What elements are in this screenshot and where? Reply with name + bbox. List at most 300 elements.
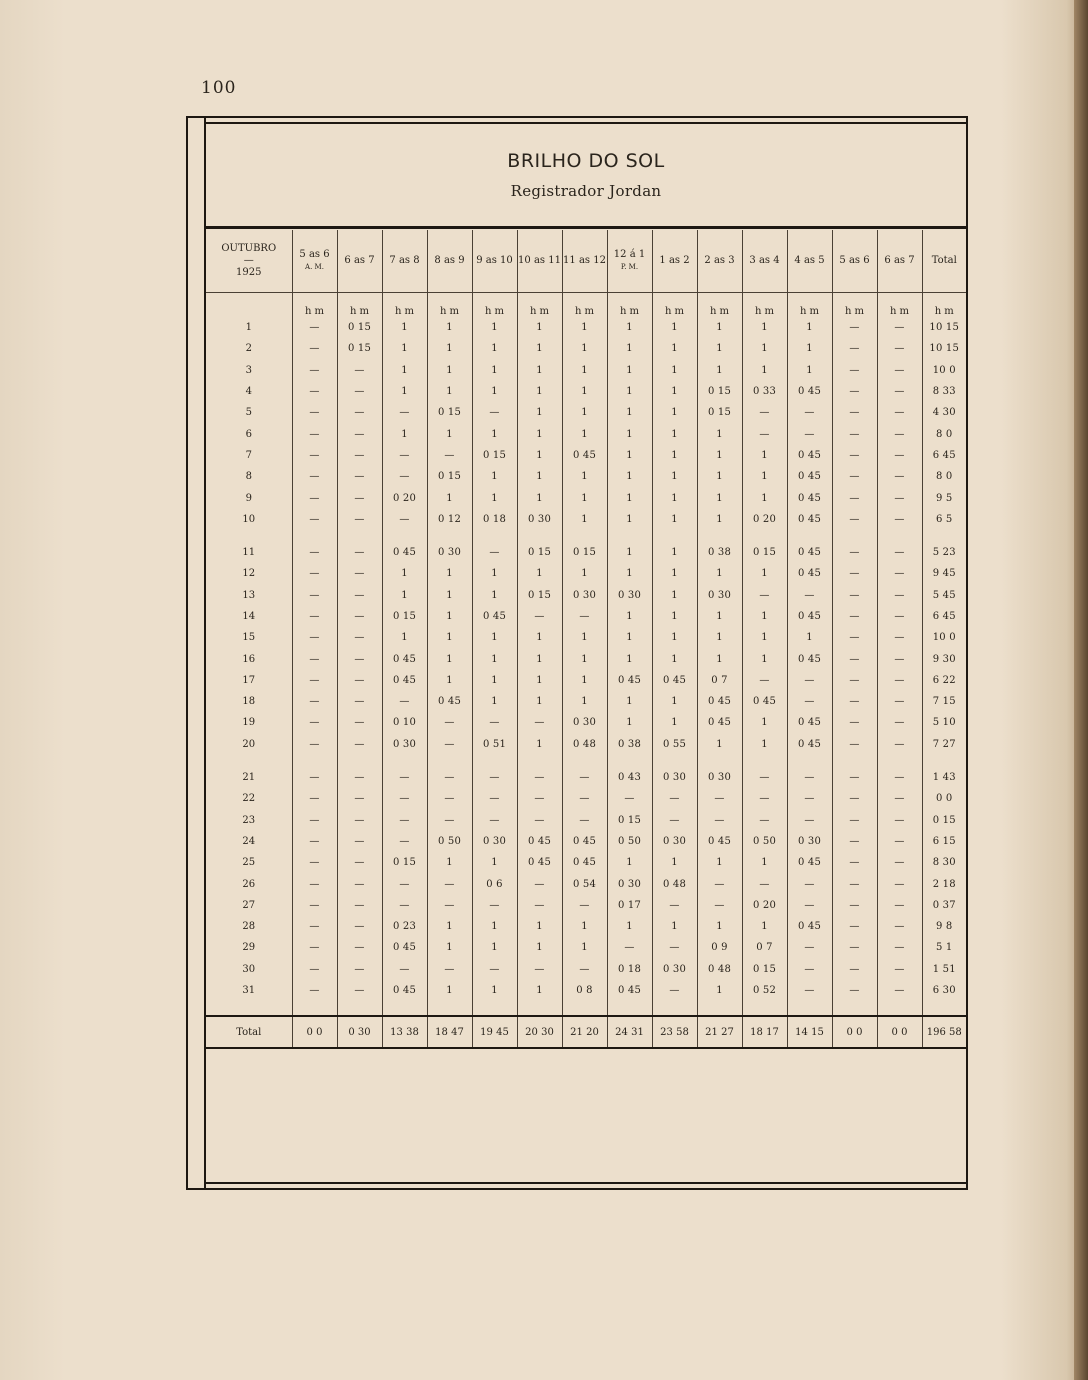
value-cell: 6 15: [922, 831, 966, 852]
value-cell: —: [292, 487, 337, 508]
value-cell: —: [787, 670, 832, 691]
value-cell: 1: [562, 466, 607, 487]
day-cell: 14: [242, 611, 256, 622]
value-cell: 9 5: [922, 487, 966, 508]
total-value: 19 45: [472, 1016, 517, 1048]
header-col-14: [922, 230, 966, 293]
day-cell: 18: [242, 696, 256, 708]
spacer-cell: [206, 530, 292, 542]
value-cell: 1: [382, 317, 427, 338]
value-cell: —: [292, 606, 337, 627]
header-col-label: Total: [931, 255, 957, 266]
value-cell: —: [382, 959, 427, 980]
table-row: [206, 317, 966, 338]
value-cell: 0 45: [517, 852, 562, 873]
value-cell: —: [292, 852, 337, 873]
table-row: [206, 959, 966, 980]
day-cell: 11: [242, 547, 256, 559]
value-cell: —: [292, 563, 337, 584]
value-cell: 1: [472, 648, 517, 669]
value-cell: 0 45: [652, 670, 697, 691]
value-cell: —: [292, 895, 337, 916]
value-cell: 8 0: [922, 466, 966, 487]
value-cell: 0 50: [742, 831, 787, 852]
value-cell: —: [787, 402, 832, 423]
value-cell: 0 45: [607, 670, 652, 691]
value-cell: —: [877, 563, 922, 584]
day-cell: 8: [245, 471, 252, 483]
unit-label: h m: [787, 293, 832, 318]
value-cell: —: [292, 691, 337, 712]
value-cell: 1: [472, 670, 517, 691]
value-cell: 1: [517, 691, 562, 712]
value-cell: 0 15: [742, 959, 787, 980]
day-cell: 31: [242, 985, 256, 997]
value-cell: 2 18: [922, 873, 966, 894]
day-cell: 5: [245, 407, 252, 419]
unit-label: h m: [697, 293, 742, 318]
value-cell: 0 30: [652, 767, 697, 788]
value-cell: 0 45: [787, 563, 832, 584]
value-cell: 0 45: [562, 852, 607, 873]
page-number: 100: [201, 78, 237, 98]
header-col-label: 4 as 5: [794, 255, 825, 266]
day-cell: 2: [245, 343, 252, 355]
value-cell: 0 15: [382, 852, 427, 873]
value-cell: —: [337, 670, 382, 691]
value-cell: —: [877, 831, 922, 852]
value-cell: 1: [787, 317, 832, 338]
value-cell: 0 45: [787, 712, 832, 733]
spacer-cell: [652, 530, 697, 542]
value-cell: —: [877, 402, 922, 423]
header-col-4: [472, 230, 517, 293]
value-cell: 0 30: [652, 831, 697, 852]
value-cell: —: [877, 445, 922, 466]
header-col-1: [337, 230, 382, 293]
table-row: [206, 563, 966, 584]
value-cell: 1: [652, 466, 697, 487]
value-cell: 1: [562, 648, 607, 669]
value-cell: 0 15: [427, 402, 472, 423]
value-cell: 1: [472, 980, 517, 1001]
value-cell: 10 0: [922, 360, 966, 381]
value-cell: —: [832, 734, 877, 755]
header-col-label: 8 as 9: [434, 255, 465, 266]
value-cell: 1: [472, 338, 517, 359]
value-cell: 1: [607, 509, 652, 530]
value-cell: —: [337, 873, 382, 894]
header-col-label: 9 as 10: [476, 255, 513, 266]
value-cell: 1: [697, 627, 742, 648]
value-cell: —: [382, 509, 427, 530]
header-col-label: 10 as 11: [518, 255, 561, 266]
value-cell: 0 45: [607, 980, 652, 1001]
value-cell: —: [382, 466, 427, 487]
day-cell: 26: [242, 878, 256, 890]
value-cell: 1: [742, 563, 787, 584]
header-month-cell: [206, 230, 292, 293]
value-cell: —: [787, 691, 832, 712]
spacer-cell: [742, 530, 787, 542]
value-cell: 0 15: [517, 542, 562, 563]
value-cell: 1: [382, 563, 427, 584]
spacer-cell: [607, 755, 652, 767]
table-row: [206, 466, 966, 487]
unit-label: h m: [652, 293, 697, 318]
value-cell: 0 30: [607, 873, 652, 894]
value-cell: —: [652, 788, 697, 809]
value-cell: 0 15: [607, 810, 652, 831]
unit-label: h m: [742, 293, 787, 318]
value-cell: 1: [382, 338, 427, 359]
value-cell: 1: [562, 402, 607, 423]
value-cell: 0 45: [382, 542, 427, 563]
value-cell: 0 18: [607, 959, 652, 980]
value-cell: 1: [607, 402, 652, 423]
value-cell: 0 30: [697, 767, 742, 788]
value-cell: —: [337, 648, 382, 669]
value-cell: —: [292, 788, 337, 809]
spacer-row: [206, 530, 966, 542]
value-cell: —: [787, 937, 832, 958]
total-value: 21 27: [697, 1016, 742, 1048]
value-cell: 1: [427, 381, 472, 402]
value-cell: 1: [697, 423, 742, 444]
table-row: [206, 509, 966, 530]
spacer-cell: [472, 755, 517, 767]
value-cell: 1: [427, 852, 472, 873]
value-cell: —: [832, 381, 877, 402]
value-cell: —: [697, 873, 742, 894]
total-value: 0 30: [337, 1016, 382, 1048]
table-row: [206, 788, 966, 809]
value-cell: 1: [427, 563, 472, 584]
value-cell: —: [832, 648, 877, 669]
value-cell: 1: [742, 466, 787, 487]
value-cell: 0 20: [742, 509, 787, 530]
unit-label: h m: [562, 293, 607, 318]
value-cell: 1: [472, 691, 517, 712]
value-cell: 0 45: [697, 691, 742, 712]
value-cell: —: [877, 509, 922, 530]
value-cell: 1: [382, 627, 427, 648]
header-year: 1925: [236, 267, 262, 278]
value-cell: 1: [742, 338, 787, 359]
value-cell: 1: [697, 360, 742, 381]
value-cell: —: [382, 402, 427, 423]
total-value: 196 58: [922, 1016, 966, 1048]
value-cell: —: [877, 360, 922, 381]
value-cell: —: [337, 831, 382, 852]
spacer-cell: [922, 1001, 966, 1016]
value-cell: —: [337, 937, 382, 958]
value-cell: 0 15: [697, 402, 742, 423]
unit-label: h m: [427, 293, 472, 318]
value-cell: 1: [382, 585, 427, 606]
value-cell: 1: [517, 317, 562, 338]
value-cell: —: [337, 466, 382, 487]
notes-area: [206, 1064, 966, 1182]
value-cell: 1: [427, 937, 472, 958]
day-cell: 1: [245, 322, 252, 334]
header-col-label: 3 as 4: [749, 255, 780, 266]
value-cell: —: [652, 937, 697, 958]
value-cell: 1: [652, 360, 697, 381]
spacer-row: [206, 755, 966, 767]
value-cell: —: [697, 810, 742, 831]
value-cell: 0 20: [742, 895, 787, 916]
value-cell: 1: [472, 585, 517, 606]
day-cell: 3: [245, 364, 252, 376]
value-cell: —: [517, 767, 562, 788]
value-cell: 1: [697, 916, 742, 937]
value-cell: —: [742, 810, 787, 831]
value-cell: 0 55: [652, 734, 697, 755]
day-cell: 23: [242, 814, 256, 826]
value-cell: 1: [742, 360, 787, 381]
value-cell: 1: [562, 317, 607, 338]
value-cell: —: [877, 959, 922, 980]
value-cell: —: [877, 381, 922, 402]
value-cell: 1: [472, 916, 517, 937]
value-cell: —: [742, 423, 787, 444]
value-cell: 1: [382, 423, 427, 444]
value-cell: 0 9: [697, 937, 742, 958]
value-cell: 1: [742, 852, 787, 873]
value-cell: 1: [382, 381, 427, 402]
value-cell: —: [742, 402, 787, 423]
table-frame: [186, 116, 968, 1190]
value-cell: —: [787, 585, 832, 606]
value-cell: 0 30: [562, 585, 607, 606]
value-cell: 0 45: [787, 509, 832, 530]
value-cell: —: [337, 895, 382, 916]
value-cell: 1: [652, 585, 697, 606]
spacer-cell: [877, 530, 922, 542]
value-cell: —: [832, 895, 877, 916]
value-cell: —: [337, 542, 382, 563]
value-cell: 1: [697, 734, 742, 755]
value-cell: 0 52: [742, 980, 787, 1001]
value-cell: —: [472, 959, 517, 980]
value-cell: —: [832, 937, 877, 958]
value-cell: —: [517, 873, 562, 894]
value-cell: 1: [472, 937, 517, 958]
header-col-label: 7 as 8: [389, 255, 420, 266]
total-value: 24 31: [607, 1016, 652, 1048]
value-cell: 1: [427, 360, 472, 381]
value-cell: —: [832, 585, 877, 606]
value-cell: 0 45: [787, 466, 832, 487]
value-cell: —: [292, 937, 337, 958]
value-cell: 1: [697, 980, 742, 1001]
header-col-6: [562, 230, 607, 293]
header-col-7: [607, 230, 652, 293]
value-cell: 1: [787, 627, 832, 648]
value-cell: —: [742, 788, 787, 809]
value-cell: 0 15: [697, 381, 742, 402]
value-cell: 1: [607, 916, 652, 937]
value-cell: —: [337, 606, 382, 627]
day-cell: 17: [242, 674, 256, 686]
value-cell: —: [877, 466, 922, 487]
value-cell: 1: [562, 360, 607, 381]
value-cell: 0 30: [382, 734, 427, 755]
value-cell: 1: [517, 466, 562, 487]
value-cell: —: [292, 980, 337, 1001]
total-value: 23 58: [652, 1016, 697, 1048]
page-title: BRILHO DO SOL: [507, 150, 665, 172]
value-cell: 1: [517, 338, 562, 359]
value-cell: —: [427, 712, 472, 733]
value-cell: —: [292, 670, 337, 691]
value-cell: —: [832, 627, 877, 648]
value-cell: 0 38: [697, 542, 742, 563]
value-cell: 1: [697, 445, 742, 466]
value-cell: —: [337, 585, 382, 606]
value-cell: —: [337, 980, 382, 1001]
day-cell: 13: [242, 589, 256, 601]
header-col-label: 11 as 12: [563, 255, 606, 266]
value-cell: 1: [517, 445, 562, 466]
value-cell: 0 17: [607, 895, 652, 916]
value-cell: —: [832, 788, 877, 809]
value-cell: 0 45: [562, 831, 607, 852]
value-cell: 1: [652, 712, 697, 733]
table-row: [206, 423, 966, 444]
table-row: [206, 606, 966, 627]
value-cell: 1: [607, 466, 652, 487]
value-cell: 0 45: [697, 712, 742, 733]
value-cell: 0 10: [382, 712, 427, 733]
header-col-13: [877, 230, 922, 293]
value-cell: —: [832, 810, 877, 831]
table-row: [206, 360, 966, 381]
unit-label: h m: [922, 293, 966, 318]
value-cell: —: [742, 873, 787, 894]
value-cell: 1: [427, 916, 472, 937]
value-cell: —: [517, 606, 562, 627]
value-cell: —: [697, 895, 742, 916]
value-cell: 1 43: [922, 767, 966, 788]
table-row: [206, 648, 966, 669]
value-cell: 0 45: [382, 980, 427, 1001]
value-cell: 1: [652, 381, 697, 402]
value-cell: —: [877, 937, 922, 958]
day-cell: 19: [242, 717, 256, 729]
value-cell: 1: [607, 542, 652, 563]
value-cell: —: [832, 767, 877, 788]
table-row: [206, 873, 966, 894]
value-cell: 1: [427, 338, 472, 359]
value-cell: —: [517, 788, 562, 809]
header-col-label: 2 as 3: [704, 255, 735, 266]
header-col-5: [517, 230, 562, 293]
value-cell: —: [877, 338, 922, 359]
unit-label: h m: [292, 293, 337, 318]
value-cell: 0 15: [337, 338, 382, 359]
header-col-sub: P. M.: [620, 263, 639, 271]
value-cell: —: [562, 767, 607, 788]
spacer-cell: [292, 530, 337, 542]
spacer-cell: [472, 530, 517, 542]
value-cell: 1: [472, 466, 517, 487]
value-cell: —: [832, 916, 877, 937]
value-cell: 1: [562, 627, 607, 648]
value-cell: 1: [652, 627, 697, 648]
value-cell: —: [337, 423, 382, 444]
spacer-cell: [292, 1001, 337, 1016]
value-cell: 1: [607, 381, 652, 402]
value-cell: —: [787, 959, 832, 980]
day-cell: 6: [245, 428, 252, 440]
spacer-cell: [382, 530, 427, 542]
value-cell: 1: [652, 509, 697, 530]
header-col-0: [292, 230, 337, 293]
value-cell: 0 38: [607, 734, 652, 755]
value-cell: 1: [742, 487, 787, 508]
value-cell: 0 45: [382, 937, 427, 958]
spacer-cell: [922, 530, 966, 542]
value-cell: 10 15: [922, 317, 966, 338]
value-cell: 1: [562, 338, 607, 359]
value-cell: —: [337, 767, 382, 788]
value-cell: 1: [517, 670, 562, 691]
value-cell: —: [877, 873, 922, 894]
value-cell: 0 50: [607, 831, 652, 852]
value-cell: —: [832, 360, 877, 381]
spacer-cell: [922, 755, 966, 767]
value-cell: 9 8: [922, 916, 966, 937]
value-cell: —: [877, 895, 922, 916]
value-cell: 0 48: [562, 734, 607, 755]
value-cell: 1: [427, 585, 472, 606]
sunshine-table: [206, 230, 966, 1049]
value-cell: —: [607, 937, 652, 958]
value-cell: 1: [652, 445, 697, 466]
value-cell: 0 12: [427, 509, 472, 530]
value-cell: 1: [652, 402, 697, 423]
value-cell: 1: [697, 563, 742, 584]
value-cell: —: [337, 712, 382, 733]
value-cell: 0 43: [607, 767, 652, 788]
value-cell: —: [607, 788, 652, 809]
value-cell: —: [877, 670, 922, 691]
value-cell: —: [292, 959, 337, 980]
value-cell: 1: [742, 627, 787, 648]
value-cell: 1: [787, 360, 832, 381]
value-cell: 1: [517, 487, 562, 508]
value-cell: —: [652, 980, 697, 1001]
value-cell: —: [382, 831, 427, 852]
value-cell: 1: [472, 423, 517, 444]
value-cell: 0 15: [382, 606, 427, 627]
value-cell: 0 45: [517, 831, 562, 852]
value-cell: —: [382, 767, 427, 788]
value-cell: 9 30: [922, 648, 966, 669]
spacer-cell: [787, 755, 832, 767]
value-cell: —: [337, 852, 382, 873]
value-cell: 0 30: [472, 831, 517, 852]
spacer-cell: [697, 530, 742, 542]
spacer-cell: [877, 1001, 922, 1016]
spacer-cell: [427, 1001, 472, 1016]
value-cell: —: [832, 563, 877, 584]
value-cell: 1: [652, 338, 697, 359]
value-cell: 1: [562, 563, 607, 584]
value-cell: 1: [607, 606, 652, 627]
